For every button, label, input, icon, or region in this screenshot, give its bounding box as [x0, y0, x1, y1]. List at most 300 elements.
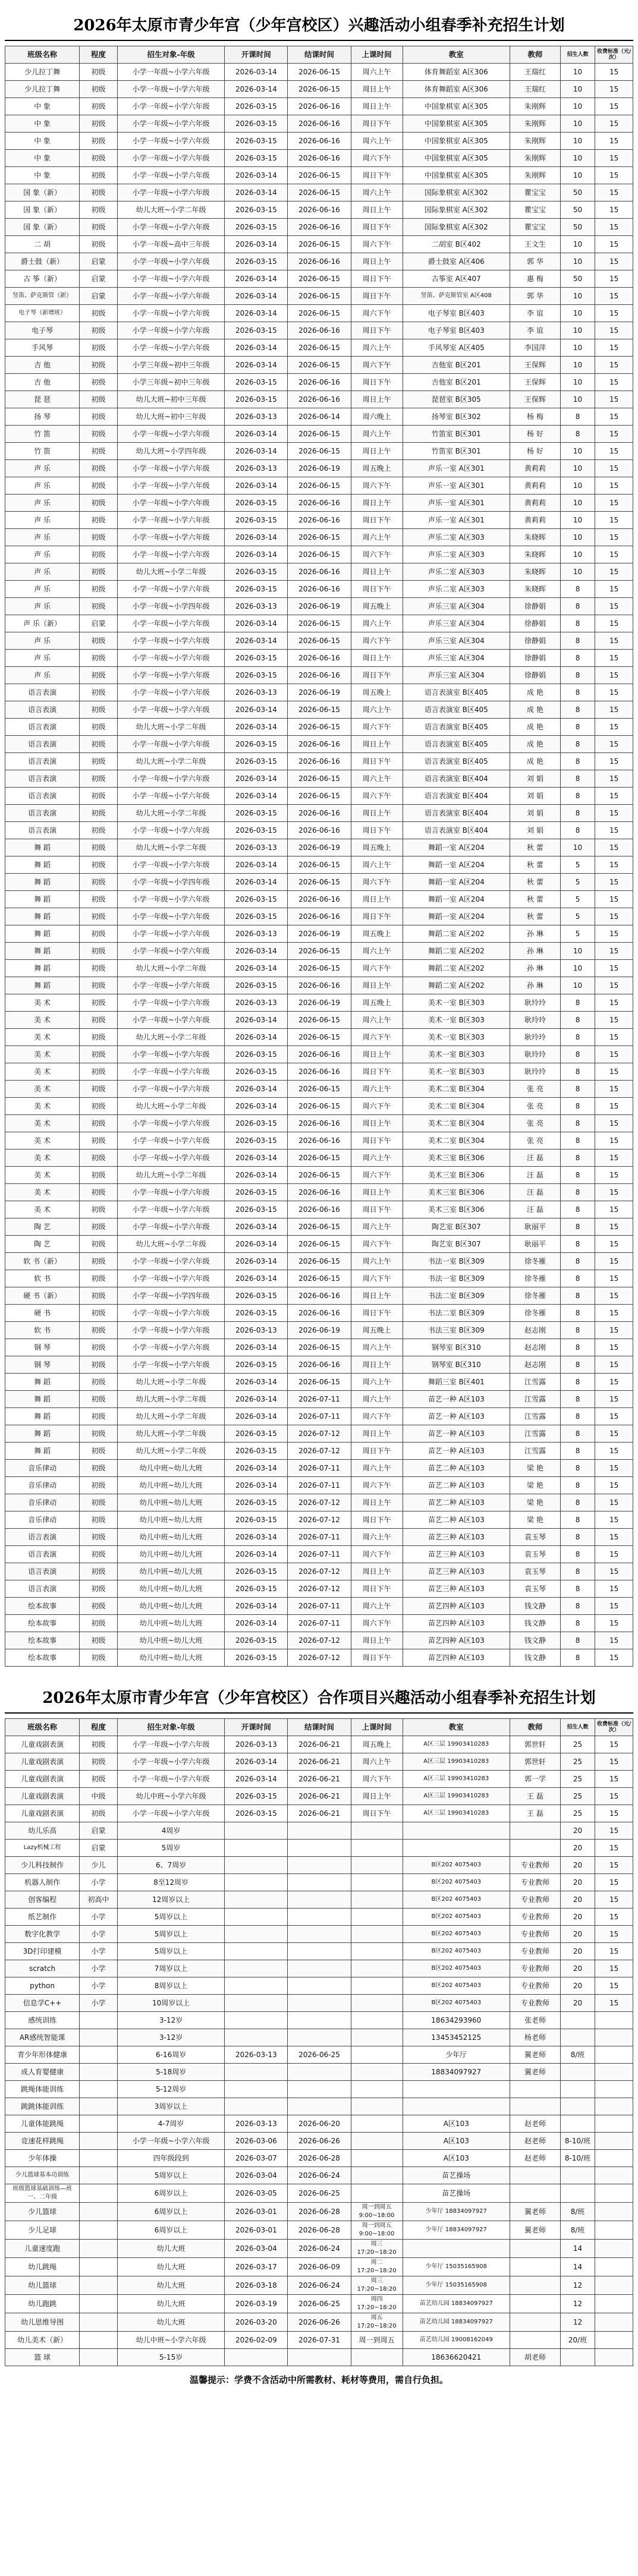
table-cell: [510, 2167, 561, 2184]
table-cell: [225, 1857, 288, 1874]
table-cell: 幼儿大班~小学二年级: [117, 805, 224, 822]
table-cell: 8: [560, 822, 595, 839]
table-cell: [80, 2221, 118, 2240]
table-row: [5, 925, 633, 943]
table-cell: 10: [560, 374, 595, 391]
table-cell: 周日下午: [351, 1063, 403, 1081]
table-cell: 15: [595, 322, 633, 339]
table-cell: 小学: [80, 1960, 118, 1977]
table-cell: [510, 2098, 561, 2115]
table-cell: 中级: [80, 1788, 118, 1805]
table-cell: 耿丽平: [510, 1218, 561, 1236]
table-row: [5, 1753, 633, 1771]
table-row: [5, 1822, 633, 1840]
table-cell: 成 艳: [510, 753, 561, 770]
table-row: [5, 770, 633, 788]
table-cell: 专业教师: [510, 1926, 561, 1943]
table-cell: 语言表演室 B区404: [403, 805, 510, 822]
table-row: [5, 1063, 633, 1081]
table-cell: 电子琴: [5, 322, 80, 339]
table-cell: 周五 17:20~18:20: [351, 2313, 403, 2332]
table-cell: 初级: [80, 1736, 118, 1753]
table-cell: 王瑞红: [510, 81, 561, 98]
table-cell: 舞蹈一室 A区204: [403, 874, 510, 891]
table-cell: 美术二室 B区304: [403, 1098, 510, 1115]
table-cell: 2026-06-15: [288, 167, 351, 184]
table-cell: 10: [560, 133, 595, 150]
table-cell: [80, 2295, 118, 2313]
table-cell: 6周岁以上: [117, 2184, 224, 2203]
table-cell: 2026-03-14: [225, 615, 288, 632]
table-cell: 15: [595, 529, 633, 546]
table-row: [5, 822, 633, 839]
table-cell: 8: [560, 1477, 595, 1494]
table-cell: 周日下午: [351, 270, 403, 288]
table-row: [5, 546, 633, 563]
table-cell: 汪 磊: [510, 1167, 561, 1184]
table-cell: 电子琴室 B区403: [403, 322, 510, 339]
table-cell: 10: [560, 150, 595, 167]
table-cell: 周日下午: [351, 167, 403, 184]
table-cell: 语言表演: [5, 753, 80, 770]
table-cell: 小学一年级~小学六年级: [117, 581, 224, 598]
table-cell: 2026-06-16: [288, 563, 351, 581]
table-cell: 15: [595, 1840, 633, 1857]
table-cell: [80, 2349, 118, 2366]
table-cell: 儿童戏剧表演: [5, 1771, 80, 1788]
table-cell: 中国象棋室 A区305: [403, 150, 510, 167]
table-cell: 声 乐（新）: [5, 615, 80, 632]
table-cell: 15: [595, 1805, 633, 1822]
table-cell: 书法三室 B区309: [403, 1322, 510, 1339]
table-cell: 2026-03-14: [225, 874, 288, 891]
table-cell: 徐静娟: [510, 632, 561, 650]
table-cell: 惠 梅: [510, 270, 561, 288]
table-cell: 周日下午: [351, 1805, 403, 1822]
table-cell: 手风琴室 A区405: [403, 339, 510, 357]
table-cell: 15: [595, 391, 633, 408]
table-row: [5, 563, 633, 581]
table-row: [5, 2064, 633, 2081]
table-cell: 启蒙: [80, 270, 118, 288]
table-cell: 李 谊: [510, 305, 561, 322]
table-cell: 竹笛室 B区301: [403, 426, 510, 443]
table-cell: [595, 2240, 633, 2258]
table-cell: 徐冬雁: [510, 1287, 561, 1305]
table-cell: 2026-03-14: [225, 1081, 288, 1098]
table-row: [5, 1477, 633, 1494]
table-cell: [225, 1891, 288, 1909]
table-cell: 语言表演: [5, 1563, 80, 1580]
table-cell: 赵志刚: [510, 1356, 561, 1374]
table-cell: [288, 2064, 351, 2081]
table-cell: 2026-06-28: [288, 2203, 351, 2221]
table-cell: 初级: [80, 822, 118, 839]
table-cell: 幼儿中班~幼儿大班: [117, 1632, 224, 1649]
table-row: [5, 1909, 633, 1926]
table-cell: 2026-03-15: [225, 150, 288, 167]
table-row: [5, 2046, 633, 2064]
table-cell: 15: [595, 1115, 633, 1132]
table-cell: 小学一年级~小学六年级: [117, 1184, 224, 1201]
table-cell: [595, 2150, 633, 2167]
table-cell: 2026-03-14: [225, 1236, 288, 1253]
table-cell: 2026-03-15: [225, 201, 288, 219]
table-cell: 2026-06-15: [288, 288, 351, 305]
table-cell: 2026-06-16: [288, 650, 351, 667]
table-cell: 15: [595, 1063, 633, 1081]
table-cell: 15: [595, 1150, 633, 1167]
table-cell: 2026-06-15: [288, 1253, 351, 1270]
table-cell: 幼儿中班~幼儿大班: [117, 1615, 224, 1632]
table-cell: 小学一年级~小学六年级: [117, 856, 224, 874]
table-cell: 15: [595, 1132, 633, 1150]
table-cell: 2026-03-13: [225, 1736, 288, 1753]
table-row: [5, 374, 633, 391]
table-cell: 幼儿美术（新）: [5, 2332, 80, 2349]
table-cell: 语言表演室 B区405: [403, 701, 510, 719]
table-cell: 小学: [80, 1995, 118, 2012]
table-cell: 竖笛、萨克斯管室 A区408: [403, 288, 510, 305]
table-cell: 2026-03-14: [225, 546, 288, 563]
table-cell: 3-12岁: [117, 2029, 224, 2046]
table-cell: 古 筝（新）: [5, 270, 80, 288]
table-cell: 2026-07-12: [288, 1563, 351, 1580]
table-cell: 15: [595, 64, 633, 81]
table-cell: 15: [595, 270, 633, 288]
table-cell: 小学一年级~小学六年级: [117, 650, 224, 667]
table-cell: 专业教师: [510, 1874, 561, 1891]
table-row: [5, 529, 633, 546]
table-cell: 周六上午: [351, 184, 403, 201]
table-cell: 2026-06-15: [288, 546, 351, 563]
table-cell: 语言表演: [5, 822, 80, 839]
table-row: [5, 736, 633, 753]
table-cell: 8: [560, 650, 595, 667]
table-cell: 10: [560, 529, 595, 546]
table-cell: 幼儿中班~小学六年级: [117, 2332, 224, 2349]
table-cell: 2026-03-14: [225, 1339, 288, 1356]
table-cell: 苗艺三种 A区103: [403, 1529, 510, 1546]
table-cell: 少儿拉丁舞: [5, 81, 80, 98]
table-cell: 舞 蹈: [5, 1408, 80, 1425]
column-header: 上课时间: [351, 46, 403, 64]
table-cell: 少儿篮球基本功训练: [5, 2167, 80, 2184]
table-cell: 耿玲玲: [510, 994, 561, 1012]
table-cell: 15: [595, 1046, 633, 1063]
table-row: [5, 788, 633, 805]
table-cell: 8-10/班: [560, 2133, 595, 2150]
table-cell: 2026-03-14: [225, 305, 288, 322]
table-cell: 20: [560, 1822, 595, 1840]
table-cell: 周日上午: [351, 1425, 403, 1443]
table-cell: 美术三室 B区306: [403, 1201, 510, 1218]
table-cell: 钱文静: [510, 1598, 561, 1615]
table-cell: 8: [560, 1494, 595, 1511]
table-cell: 周六下午: [351, 788, 403, 805]
table-cell: 声 乐: [5, 477, 80, 495]
table-cell: 小学一年级~小学六年级: [117, 1201, 224, 1218]
table-cell: 周日上午: [351, 201, 403, 219]
table-cell: 10: [560, 563, 595, 581]
table-cell: [80, 2012, 118, 2029]
table-cell: 10周岁以上: [117, 1995, 224, 2012]
table-cell: 中 象: [5, 167, 80, 184]
table-cell: [595, 2064, 633, 2081]
table-cell: [403, 2081, 510, 2098]
table-cell: 15: [595, 1218, 633, 1236]
table-cell: [510, 2240, 561, 2258]
table-cell: 小学一年级~小学六年级: [117, 1063, 224, 1081]
table-cell: [288, 1857, 351, 1874]
table-cell: 幼儿中班~幼儿大班: [117, 1511, 224, 1529]
table-cell: 声乐二室 A区303: [403, 546, 510, 563]
table-cell: 美 术: [5, 1150, 80, 1167]
table-cell: 8: [560, 632, 595, 650]
table-cell: 2026-03-18: [225, 2276, 288, 2295]
table-cell: 袁玉琴: [510, 1546, 561, 1563]
table-row: [5, 1443, 633, 1460]
table-cell: 初级: [80, 477, 118, 495]
table-row: [5, 1132, 633, 1150]
table-cell: 8: [560, 1012, 595, 1029]
table-cell: 初级: [80, 581, 118, 598]
table-row: [5, 753, 633, 770]
table2-title: 2026年太原市青少年宫（少年宫校区）合作项目兴趣活动小组春季补充招生计划: [5, 1677, 633, 1714]
table-cell: 15: [595, 1425, 633, 1443]
table-cell: 2026-03-13: [225, 2046, 288, 2064]
table-cell: 朱刚辉: [510, 98, 561, 115]
table-cell: 刘 娟: [510, 805, 561, 822]
table-row: [5, 1529, 633, 1546]
table-cell: 徐冬雁: [510, 1253, 561, 1270]
table-cell: [351, 2012, 403, 2029]
table-cell: 8: [560, 1374, 595, 1391]
table-cell: 2026-03-19: [225, 2295, 288, 2313]
table-cell: 2026-06-16: [288, 150, 351, 167]
table-cell: 15: [595, 822, 633, 839]
table-cell: [595, 2276, 633, 2295]
table-cell: 3-12岁: [117, 2012, 224, 2029]
table-row: [5, 167, 633, 184]
table-cell: 2026-03-14: [225, 184, 288, 201]
table-cell: 王保辉: [510, 357, 561, 374]
table-cell: 2026-06-16: [288, 581, 351, 598]
table-cell: 周六上午: [351, 770, 403, 788]
table-cell: 初级: [80, 1649, 118, 1667]
table-cell: 初级: [80, 719, 118, 736]
table-row: [5, 201, 633, 219]
column-header: 教室: [403, 1719, 510, 1736]
table-cell: 国 象（新）: [5, 184, 80, 201]
table-cell: 2026-06-19: [288, 460, 351, 477]
table-cell: 小学一年级~小学六年级: [117, 1305, 224, 1322]
table-cell: [80, 2203, 118, 2221]
table-row: [5, 1408, 633, 1425]
table-cell: 2026-03-14: [225, 1771, 288, 1788]
table-cell: 50: [560, 184, 595, 201]
table-cell: 舞蹈二室 A区202: [403, 977, 510, 994]
table-cell: 竹 笛: [5, 426, 80, 443]
table-cell: 周日上午: [351, 391, 403, 408]
table-row: [5, 2221, 633, 2240]
table-cell: 5-18周岁: [117, 2064, 224, 2081]
table-cell: 2026-03-15: [225, 753, 288, 770]
table-cell: 15: [595, 615, 633, 632]
table-cell: 幼儿中班~幼儿大班: [117, 1580, 224, 1598]
table-cell: 10: [560, 288, 595, 305]
table-cell: 20/班: [560, 2332, 595, 2349]
table-cell: 软 书: [5, 1322, 80, 1339]
table-cell: 15: [595, 1874, 633, 1891]
table-cell: 周六下午: [351, 150, 403, 167]
column-header: 教师: [510, 1719, 561, 1736]
table-cell: 15: [595, 856, 633, 874]
table-cell: 初级: [80, 667, 118, 684]
table-cell: 15: [595, 236, 633, 253]
table-cell: 钱文静: [510, 1632, 561, 1649]
table-cell: 舞 蹈: [5, 943, 80, 960]
table-cell: [80, 2133, 118, 2150]
table-cell: 2026-06-16: [288, 1132, 351, 1150]
table-cell: 初级: [80, 856, 118, 874]
table-cell: 班级篮球基础训练—班 一、二年级: [5, 2184, 80, 2203]
table-cell: [510, 2295, 561, 2313]
table-cell: 8: [560, 1270, 595, 1287]
table-cell: 书法一室 B区309: [403, 1270, 510, 1287]
table-cell: 舞蹈一室 A区204: [403, 908, 510, 925]
table-cell: 2026-07-11: [288, 1615, 351, 1632]
table-cell: 跳绳体能训练: [5, 2081, 80, 2098]
table-cell: 朱刚辉: [510, 150, 561, 167]
table-cell: 声乐三室 A区304: [403, 650, 510, 667]
table-cell: 15: [595, 1960, 633, 1977]
table-cell: 初级: [80, 1132, 118, 1150]
table-row: [5, 1236, 633, 1253]
table-cell: 周六下午: [351, 632, 403, 650]
table-cell: 少年厅 15035165908: [403, 2258, 510, 2276]
table-cell: 苗艺二种 A区103: [403, 1494, 510, 1511]
table-cell: 竖笛、萨克斯管（新）: [5, 288, 80, 305]
table-cell: 初级: [80, 839, 118, 856]
table-cell: [351, 1943, 403, 1960]
table-cell: 二胡室 B区402: [403, 236, 510, 253]
table-cell: 耿玲玲: [510, 1046, 561, 1063]
table-cell: 8: [560, 1339, 595, 1356]
table-cell: 绘本故事: [5, 1615, 80, 1632]
table-cell: B区202 4075403: [403, 1891, 510, 1909]
table-row: [5, 98, 633, 115]
table-cell: 2026-06-15: [288, 357, 351, 374]
table-row: [5, 1580, 633, 1598]
table-cell: 初级: [80, 305, 118, 322]
table-cell: [80, 2064, 118, 2081]
table-cell: 10: [560, 943, 595, 960]
table-cell: 2026-06-16: [288, 133, 351, 150]
table-cell: 8: [560, 1236, 595, 1253]
table-cell: 中 象: [5, 115, 80, 133]
table-cell: 小学一年级~小学六年级: [117, 529, 224, 546]
table-cell: python: [5, 1977, 80, 1995]
table-cell: [225, 2098, 288, 2115]
table-cell: 张 亮: [510, 1098, 561, 1115]
table-row: [5, 1150, 633, 1167]
table-cell: [403, 2240, 510, 2258]
table-cell: 2026-06-15: [288, 443, 351, 460]
table-row: [5, 1891, 633, 1909]
column-header: 结课时间: [288, 1719, 351, 1736]
table-cell: 幼儿中班~幼儿大班: [117, 1598, 224, 1615]
table-cell: 小学一年级~小学六年级: [117, 1253, 224, 1270]
table-cell: 美 术: [5, 1046, 80, 1063]
table-cell: 幼儿中班~幼儿大班: [117, 1460, 224, 1477]
table-cell: 15: [595, 253, 633, 270]
table-cell: 2026-03-15: [225, 219, 288, 236]
table-cell: 2026-03-15: [225, 391, 288, 408]
table-cell: 8: [560, 408, 595, 426]
table-row: [5, 1322, 633, 1339]
table1-body: [5, 64, 633, 1667]
table-cell: 10: [560, 167, 595, 184]
table-cell: 2026-03-14: [225, 1098, 288, 1115]
table-cell: 舞蹈一室 A区204: [403, 891, 510, 908]
table-cell: 国际象棋室 A区302: [403, 219, 510, 236]
table-row: [5, 632, 633, 650]
table-row: [5, 1184, 633, 1201]
table-cell: 美 术: [5, 1132, 80, 1150]
table-cell: 2026-03-15: [225, 1305, 288, 1322]
table-cell: 初级: [80, 1046, 118, 1063]
table-cell: 14: [560, 2258, 595, 2276]
table-row: [5, 1926, 633, 1943]
table-cell: 2026-06-15: [288, 81, 351, 98]
table-cell: 初级: [80, 736, 118, 753]
table-cell: 15: [595, 1615, 633, 1632]
table-row: [5, 495, 633, 512]
table-cell: 江雪露: [510, 1391, 561, 1408]
table-cell: 周日上午: [351, 1788, 403, 1805]
table-cell: 声乐二室 A区303: [403, 581, 510, 598]
table-cell: 5: [560, 891, 595, 908]
table-cell: 2026-06-19: [288, 839, 351, 856]
table-cell: 2026-06-15: [288, 1270, 351, 1287]
table-cell: [80, 2313, 118, 2332]
table-cell: [80, 2098, 118, 2115]
table-cell: 小学一年级~小学四年级: [117, 598, 224, 615]
table-cell: [595, 2029, 633, 2046]
table-cell: [595, 2349, 633, 2366]
table-cell: 周六上午: [351, 1460, 403, 1477]
table-row: [5, 1081, 633, 1098]
table-cell: 小学一年级~小学六年级: [117, 460, 224, 477]
table-cell: 2026-03-14: [225, 270, 288, 288]
table-cell: 语言表演: [5, 1580, 80, 1598]
table-cell: 小学: [80, 1926, 118, 1943]
table-cell: 初级: [80, 1081, 118, 1098]
table-cell: 爵士鼓（新）: [5, 253, 80, 270]
table-cell: 2026-06-15: [288, 1150, 351, 1167]
table-cell: 苗艺操场: [403, 2167, 510, 2184]
table-cell: 10: [560, 236, 595, 253]
table-cell: 2026-06-16: [288, 219, 351, 236]
table-cell: 初级: [80, 64, 118, 81]
table-cell: A区103: [403, 2115, 510, 2133]
table-cell: 电子琴（新增班）: [5, 305, 80, 322]
table-cell: 2026-03-14: [225, 1408, 288, 1425]
table-cell: 苗艺二种 A区103: [403, 1477, 510, 1494]
table-cell: [288, 2012, 351, 2029]
table-cell: 翼老师: [510, 2221, 561, 2240]
